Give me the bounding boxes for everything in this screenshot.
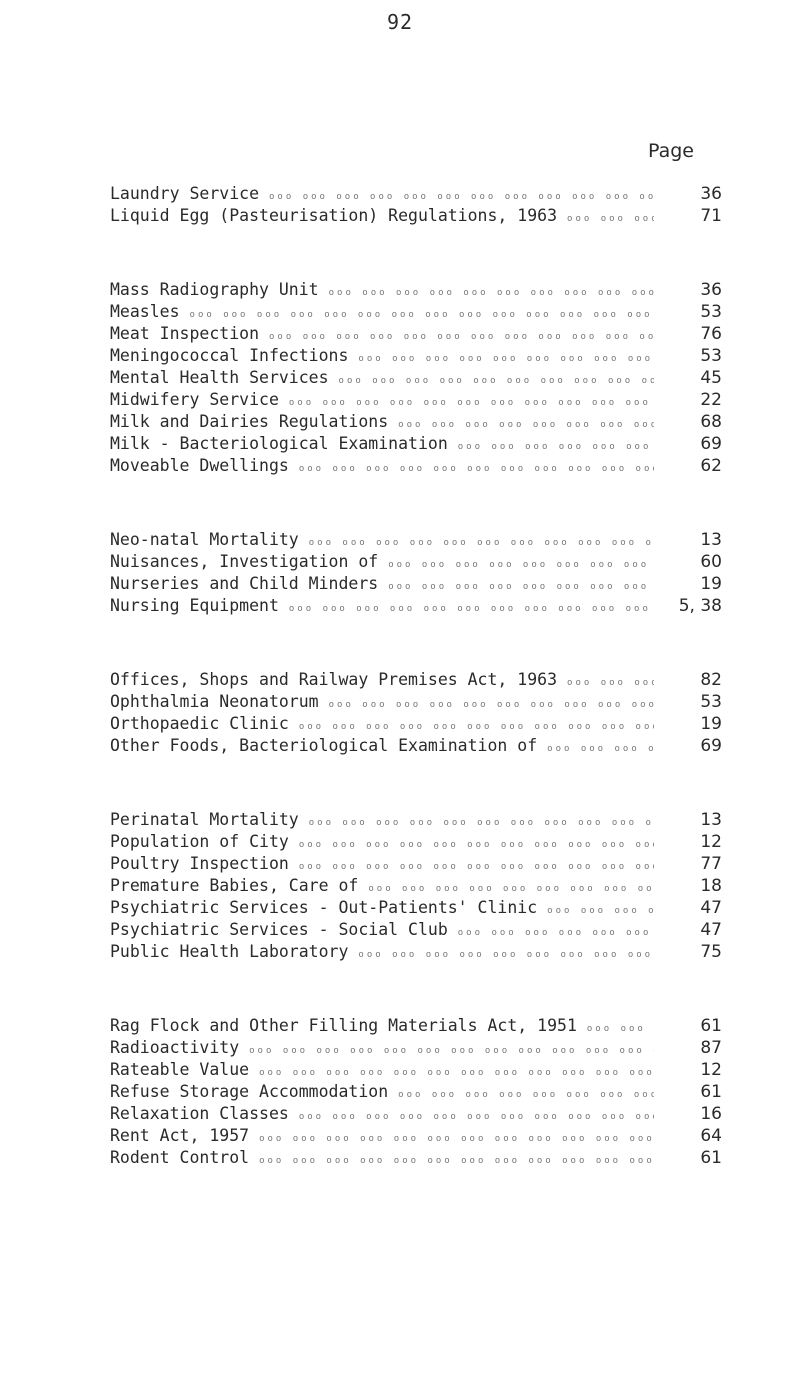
entry-page-number: 61 bbox=[700, 1082, 722, 1102]
dot-leader bbox=[289, 834, 654, 856]
index-list bbox=[110, 183, 722, 1221]
entry-page-number: 13 bbox=[700, 810, 722, 830]
entry-title: Moveable Dwellings bbox=[110, 456, 289, 475]
dot-leader bbox=[577, 1018, 654, 1040]
dot-leader bbox=[319, 694, 654, 716]
entry-page-number: 69 bbox=[700, 434, 722, 454]
index-entry bbox=[110, 809, 722, 831]
dot-leader bbox=[388, 1084, 654, 1106]
entry-page-number: 36 bbox=[700, 280, 722, 300]
index-entry bbox=[110, 713, 722, 735]
dot-leader bbox=[537, 738, 654, 760]
entry-title: Rag Flock and Other Filling Materials Act, 1951 bbox=[110, 1016, 577, 1035]
index-entry bbox=[110, 573, 722, 595]
dot-leader bbox=[319, 282, 654, 304]
dot-leader bbox=[348, 348, 654, 370]
entry-title: Poultry Inspection bbox=[110, 854, 289, 873]
dot-leader bbox=[239, 1040, 654, 1062]
index-entry bbox=[110, 1059, 722, 1081]
entry-page-number: 45 bbox=[700, 368, 722, 388]
entry-title: Premature Babies, Care of bbox=[110, 876, 359, 895]
entry-title: Nuisances, Investigation of bbox=[110, 552, 379, 571]
entry-page-number: 62 bbox=[700, 456, 722, 476]
index-entry bbox=[110, 433, 722, 455]
entry-page-number: 76 bbox=[700, 324, 722, 344]
index-entry bbox=[110, 941, 722, 963]
index-entry bbox=[110, 875, 722, 897]
entry-title: Milk and Dairies Regulations bbox=[110, 412, 389, 431]
entry-page-number: 61 bbox=[700, 1148, 722, 1168]
entry-page-number: 53 bbox=[700, 302, 722, 322]
entry-title: Relaxation Classes bbox=[110, 1104, 289, 1123]
entry-title: Mass Radiography Unit bbox=[110, 280, 319, 299]
entry-title: Midwifery Service bbox=[110, 390, 279, 409]
index-entry bbox=[110, 279, 722, 301]
entry-title: Perinatal Mortality bbox=[110, 810, 299, 829]
entry-title: Rateable Value bbox=[110, 1060, 250, 1079]
entry-title: Mental Health Services bbox=[110, 368, 329, 387]
entry-page-number: 12 bbox=[700, 832, 722, 852]
entry-title: Public Health Laboratory bbox=[110, 942, 349, 961]
entry-page-number: 36 bbox=[700, 184, 722, 204]
entry-page-number: 75 bbox=[700, 942, 722, 962]
entry-page-number: 53 bbox=[700, 346, 722, 366]
index-entry bbox=[110, 301, 722, 323]
index-entry bbox=[110, 455, 722, 477]
entry-title: Orthopaedic Clinic bbox=[110, 714, 289, 733]
dot-leader bbox=[378, 576, 654, 598]
dot-leader bbox=[348, 944, 654, 966]
dot-leader bbox=[249, 1150, 654, 1172]
index-entry bbox=[110, 205, 722, 227]
index-entry bbox=[110, 897, 722, 919]
entry-page-number: 61 bbox=[700, 1016, 722, 1036]
entry-page-number: 5, 38 bbox=[678, 596, 722, 616]
index-entry bbox=[110, 323, 722, 345]
entry-title: Nursing Equipment bbox=[110, 596, 279, 615]
dot-leader bbox=[557, 208, 654, 230]
entry-page-number: 68 bbox=[700, 412, 722, 432]
entry-title: Population of City bbox=[110, 832, 289, 851]
dot-leader bbox=[329, 370, 654, 392]
index-entry bbox=[110, 1147, 722, 1169]
index-entry bbox=[110, 1015, 722, 1037]
index-group bbox=[110, 809, 722, 963]
entry-page-number: 19 bbox=[700, 574, 722, 594]
entry-title: Offices, Shops and Railway Premises Act, 1963 bbox=[110, 670, 558, 689]
index-entry bbox=[110, 831, 722, 853]
index-entry bbox=[110, 389, 722, 411]
index-entry bbox=[110, 735, 722, 757]
index-group bbox=[110, 669, 722, 757]
index-entry bbox=[110, 691, 722, 713]
entry-title: Rent Act, 1957 bbox=[110, 1126, 250, 1145]
index-group bbox=[110, 183, 722, 227]
entry-title: Rodent Control bbox=[110, 1148, 250, 1167]
page-column-label: Page bbox=[648, 140, 694, 162]
entry-page-number: 82 bbox=[700, 670, 722, 690]
entry-title: Psychiatric Services - Out-Patients' Clinic bbox=[110, 898, 538, 917]
entry-title: Meat Inspection bbox=[110, 324, 260, 343]
entry-page-number: 12 bbox=[700, 1060, 722, 1080]
index-entry bbox=[110, 529, 722, 551]
entry-page-number: 87 bbox=[700, 1038, 722, 1058]
entry-title: Neo-natal Mortality bbox=[110, 530, 299, 549]
index-entry bbox=[110, 1103, 722, 1125]
entry-page-number: 18 bbox=[700, 876, 722, 896]
index-entry bbox=[110, 853, 722, 875]
entry-title: Liquid Egg (Pasteurisation) Regulations, 1963 bbox=[110, 206, 558, 225]
index-group bbox=[110, 529, 722, 617]
entry-title: Radioactivity bbox=[110, 1038, 240, 1057]
dot-leader bbox=[378, 554, 654, 576]
page-number: 92 bbox=[386, 10, 414, 34]
index-entry bbox=[110, 919, 722, 941]
index-entry bbox=[110, 1037, 722, 1059]
entry-page-number: 69 bbox=[700, 736, 722, 756]
dot-leader bbox=[299, 812, 654, 834]
entry-title: Nurseries and Child Minders bbox=[110, 574, 379, 593]
index-entry bbox=[110, 183, 722, 205]
dot-leader bbox=[537, 900, 654, 922]
entry-page-number: 60 bbox=[700, 552, 722, 572]
entry-title: Measles bbox=[110, 302, 180, 321]
index-entry bbox=[110, 551, 722, 573]
entry-page-number: 64 bbox=[700, 1126, 722, 1146]
dot-leader bbox=[249, 1128, 654, 1150]
entry-title: Psychiatric Services - Social Club bbox=[110, 920, 448, 939]
entry-page-number: 71 bbox=[700, 206, 722, 226]
index-entry bbox=[110, 1081, 722, 1103]
entry-page-number: 22 bbox=[700, 390, 722, 410]
index-group bbox=[110, 1015, 722, 1169]
index-entry bbox=[110, 1125, 722, 1147]
index-entry bbox=[110, 595, 722, 617]
entry-page-number: 53 bbox=[700, 692, 722, 712]
entry-title: Refuse Storage Accommodation bbox=[110, 1082, 389, 1101]
dot-leader bbox=[279, 598, 654, 620]
dot-leader bbox=[448, 922, 654, 944]
dot-leader bbox=[289, 1106, 654, 1128]
entry-page-number: 13 bbox=[700, 530, 722, 550]
dot-leader bbox=[448, 436, 654, 458]
entry-page-number: 16 bbox=[700, 1104, 722, 1124]
index-entry bbox=[110, 345, 722, 367]
index-entry bbox=[110, 669, 722, 691]
entry-title: Ophthalmia Neonatorum bbox=[110, 692, 319, 711]
entry-page-number: 77 bbox=[700, 854, 722, 874]
dot-leader bbox=[289, 458, 654, 480]
entry-title: Meningococcal Infections bbox=[110, 346, 349, 365]
dot-leader bbox=[557, 672, 654, 694]
index-group bbox=[110, 279, 722, 477]
entry-title: Other Foods, Bacteriological Examination of bbox=[110, 736, 538, 755]
index-entry bbox=[110, 411, 722, 433]
entry-page-number: 19 bbox=[700, 714, 722, 734]
entry-title: Milk - Bacteriological Examination bbox=[110, 434, 448, 453]
index-entry bbox=[110, 367, 722, 389]
entry-page-number: 47 bbox=[700, 920, 722, 940]
entry-page-number: 47 bbox=[700, 898, 722, 918]
entry-title: Laundry Service bbox=[110, 184, 260, 203]
